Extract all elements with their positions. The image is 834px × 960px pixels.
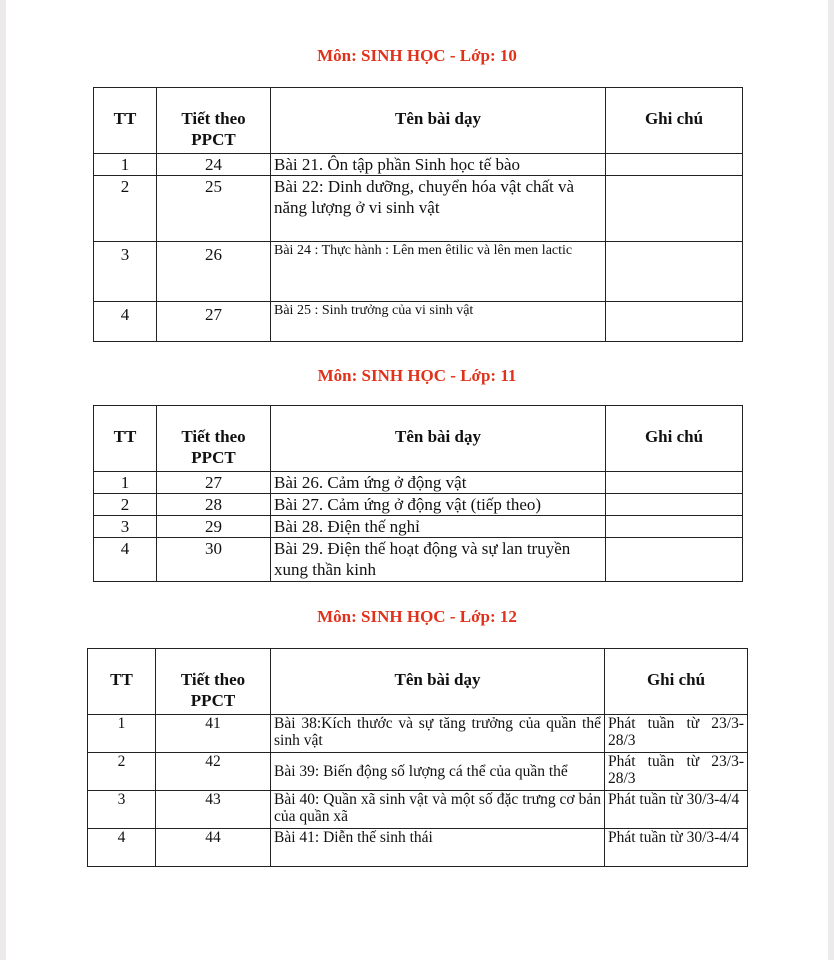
cell-tiet: 44 [156, 829, 271, 867]
section-heading-grade-11: Môn: SINH HỌC - Lớp: 11 [317, 366, 517, 385]
section-heading-grade-12: Môn: SINH HỌC - Lớp: 12 [317, 607, 517, 626]
table-row [94, 538, 743, 582]
header-ten-bai-day: Tên bài dạy [271, 649, 605, 715]
cell-tiet: 24 [157, 154, 271, 176]
cell-ghi-chu [606, 516, 743, 538]
header-tiet-line1: Tiết theo [181, 109, 246, 128]
cell-ten-bai: Bài 26. Cảm ứng ở động vật [271, 472, 606, 494]
cell-ghi-chu [606, 154, 743, 176]
cell-ten-bai: Bài 39: Biến động số lượng cá thể của quần thể [271, 753, 605, 791]
table-header-row [94, 88, 743, 154]
table-row [94, 154, 743, 176]
cell-tt: 4 [88, 829, 156, 867]
header-tiet-line2: PPCT [190, 691, 236, 710]
header-tiet-theo-ppct [157, 88, 271, 154]
cell-ten-bai: Bài 29. Điện thế hoạt động và sự lan truyền xung thần kinh [271, 538, 606, 582]
cell-ghi-chu [606, 472, 743, 494]
header-tt: TT [94, 88, 157, 154]
cell-tiet: 27 [157, 302, 271, 342]
header-tiet-line2: PPCT [191, 130, 236, 149]
cell-ten-bai: Bài 27. Cảm ứng ở động vật (tiếp theo) [271, 494, 606, 516]
cell-ten-bai: Bài 22: Dinh dưỡng, chuyển hóa vật chất và năng lượng ở vi sinh vật [271, 176, 606, 242]
table-row [88, 791, 748, 829]
cell-ten-bai: Bài 40: Quần xã sinh vật và một số đặc trưng cơ bản của quần xã [271, 791, 605, 829]
cell-ghi-chu [606, 302, 743, 342]
cell-ghi-chu [606, 242, 743, 302]
cell-tt: 2 [88, 753, 156, 791]
cell-tt: 4 [94, 302, 157, 342]
cell-tiet: 28 [157, 494, 271, 516]
table-row [88, 829, 748, 867]
cell-ten-bai: Bài 28. Điện thế nghỉ [271, 516, 606, 538]
cell-ghi-chu [606, 538, 743, 582]
table-row [94, 302, 743, 342]
table-header-row [88, 649, 748, 715]
table-row [94, 472, 743, 494]
header-tt: TT [94, 406, 157, 472]
cell-tiet: 25 [157, 176, 271, 242]
section-heading-grade-10: Môn: SINH HỌC - Lớp: 10 [317, 46, 517, 65]
cell-ghi-chu [606, 176, 743, 242]
lesson-table-grade-12 [87, 648, 748, 867]
cell-tiet: 29 [157, 516, 271, 538]
document-page [6, 0, 828, 960]
cell-ten-bai: Bài 25 : Sinh trưởng của vi sinh vật [271, 302, 606, 342]
lesson-table-grade-11 [93, 405, 743, 582]
cell-ghi-chu: Phát tuần từ 23/3-28/3 [605, 715, 748, 753]
cell-tt: 1 [94, 154, 157, 176]
cell-ghi-chu [606, 494, 743, 516]
cell-tt: 2 [94, 494, 157, 516]
table-row [88, 753, 748, 791]
header-tiet-line2: PPCT [191, 448, 236, 467]
cell-tiet: 42 [156, 753, 271, 791]
header-tiet-line1: Tiết theo [181, 427, 246, 446]
table-row [94, 242, 743, 302]
header-ghi-chu: Ghi chú [606, 88, 743, 154]
header-ghi-chu: Ghi chú [606, 406, 743, 472]
cell-tiet: 43 [156, 791, 271, 829]
cell-ten-bai: Bài 41: Diễn thế sinh thái [271, 829, 605, 867]
header-tt: TT [88, 649, 156, 715]
cell-ghi-chu: Phát tuần từ 30/3-4/4 [605, 791, 748, 829]
cell-tt: 2 [94, 176, 157, 242]
header-tiet-theo-ppct [157, 406, 271, 472]
cell-tt: 3 [94, 242, 157, 302]
header-tiet-theo-ppct [156, 649, 271, 715]
header-ghi-chu: Ghi chú [605, 649, 748, 715]
cell-tiet: 30 [157, 538, 271, 582]
cell-ghi-chu: Phát tuần từ 30/3-4/4 [605, 829, 748, 867]
cell-ten-bai: Bài 24 : Thực hành : Lên men êtilic và lên men lactic [271, 242, 606, 302]
cell-tt: 3 [94, 516, 157, 538]
cell-tt: 3 [88, 791, 156, 829]
cell-ten-bai: Bài 21. Ôn tập phần Sinh học tế bào [271, 154, 606, 176]
table-row [94, 176, 743, 242]
cell-ten-bai: Bài 38:Kích thước và sự tăng trưởng của quần thể sinh vật [271, 715, 605, 753]
cell-tt: 1 [94, 472, 157, 494]
cell-tt: 1 [88, 715, 156, 753]
cell-ghi-chu: Phát tuần từ 23/3-28/3 [605, 753, 748, 791]
cell-tiet: 27 [157, 472, 271, 494]
lesson-table-grade-10 [93, 87, 743, 342]
cell-tiet: 41 [156, 715, 271, 753]
table-row [88, 715, 748, 753]
header-ten-bai-day: Tên bài dạy [271, 88, 606, 154]
table-row [94, 494, 743, 516]
cell-tiet: 26 [157, 242, 271, 302]
header-tiet-line1: Tiết theo [180, 670, 246, 689]
header-ten-bai-day: Tên bài dạy [271, 406, 606, 472]
cell-tt: 4 [94, 538, 157, 582]
table-row [94, 516, 743, 538]
table-header-row [94, 406, 743, 472]
